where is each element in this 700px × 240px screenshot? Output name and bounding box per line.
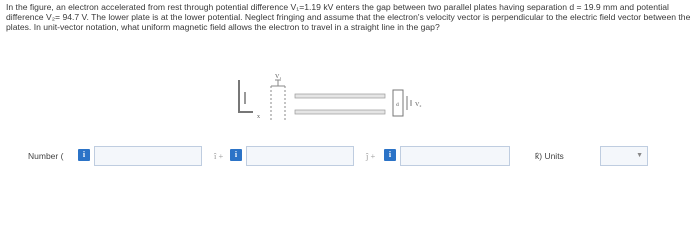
x-component-input[interactable]: [94, 146, 202, 166]
d-label: d: [396, 102, 399, 108]
units-select[interactable]: [600, 146, 648, 166]
parallel-plates-icon: [295, 94, 385, 114]
info-icon[interactable]: i: [384, 149, 396, 161]
v1-source-icon: [271, 80, 285, 120]
electron-gun-icon: [239, 80, 253, 112]
units-label: k̂) Units: [535, 151, 564, 161]
j-hat-label: ĵ +: [366, 151, 376, 161]
question-text: [6, 2, 694, 33]
i-hat-label: î +: [214, 151, 224, 161]
v1-label: V₁: [275, 74, 282, 80]
question-paragraph: In the figure, an electron accelerated from rest through potential difference V₁=1.19 kV enters the gap between two parallel plates having separation d = 19.9 mm and potential difference V₂= 94.7 V. The lower plate is at the lower potential. Neglect fringing and assume that the electron's velocity vector is perpendicular to the electric field vector between the plates. In unit-vector notation, what uniform magnetic field allows the electron to travel in a straight line in the gap?: [6, 2, 691, 33]
info-icon[interactable]: i: [78, 149, 90, 161]
v2-label: V₂: [415, 102, 422, 108]
z-component-input[interactable]: [400, 146, 510, 166]
y-component-input[interactable]: [246, 146, 354, 166]
number-label: Number (: [28, 151, 64, 161]
answer-row: [0, 143, 700, 173]
physics-figure: [235, 70, 495, 130]
info-icon[interactable]: i: [230, 149, 242, 161]
chevron-down-icon: ▼: [636, 152, 643, 159]
x-axis-label: x: [257, 114, 260, 120]
